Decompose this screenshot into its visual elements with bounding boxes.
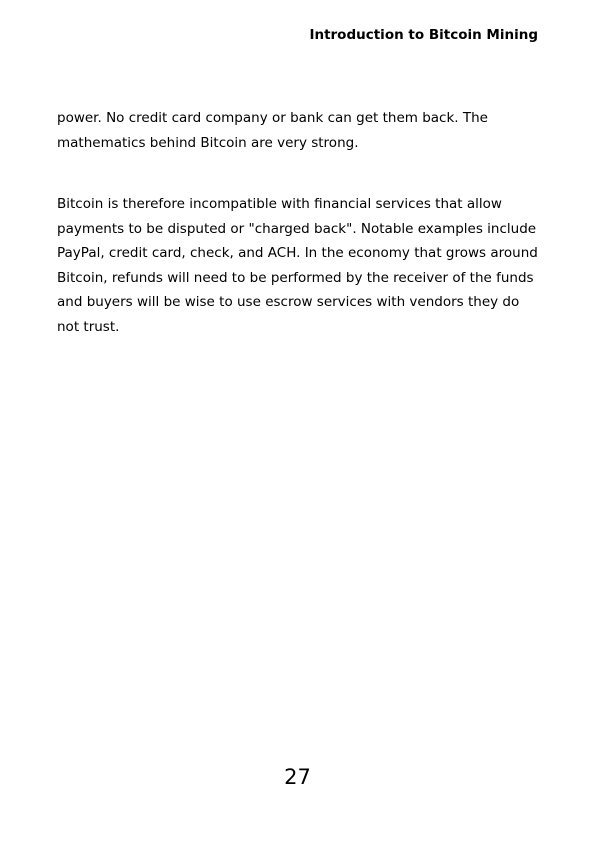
body-paragraph-1: power. No credit card company or bank can get them back. The mathematics behind Bitcoin are very strong.: [57, 110, 488, 151]
page-body: [57, 106, 542, 339]
running-header-title: Introduction to Bitcoin Mining: [309, 27, 538, 43]
body-paragraph-2: Bitcoin is therefore incompatible with financial services that allow payments to be disputed or "charged back". Notable examples include PayPal, credit card, check, and ACH. In the economy that grows around Bitcoin, refunds will need to be performed by the receiver of the funds and buyers will be wise to use escrow services with vendors they do not trust.: [57, 196, 538, 335]
page-number: 27: [284, 765, 311, 789]
